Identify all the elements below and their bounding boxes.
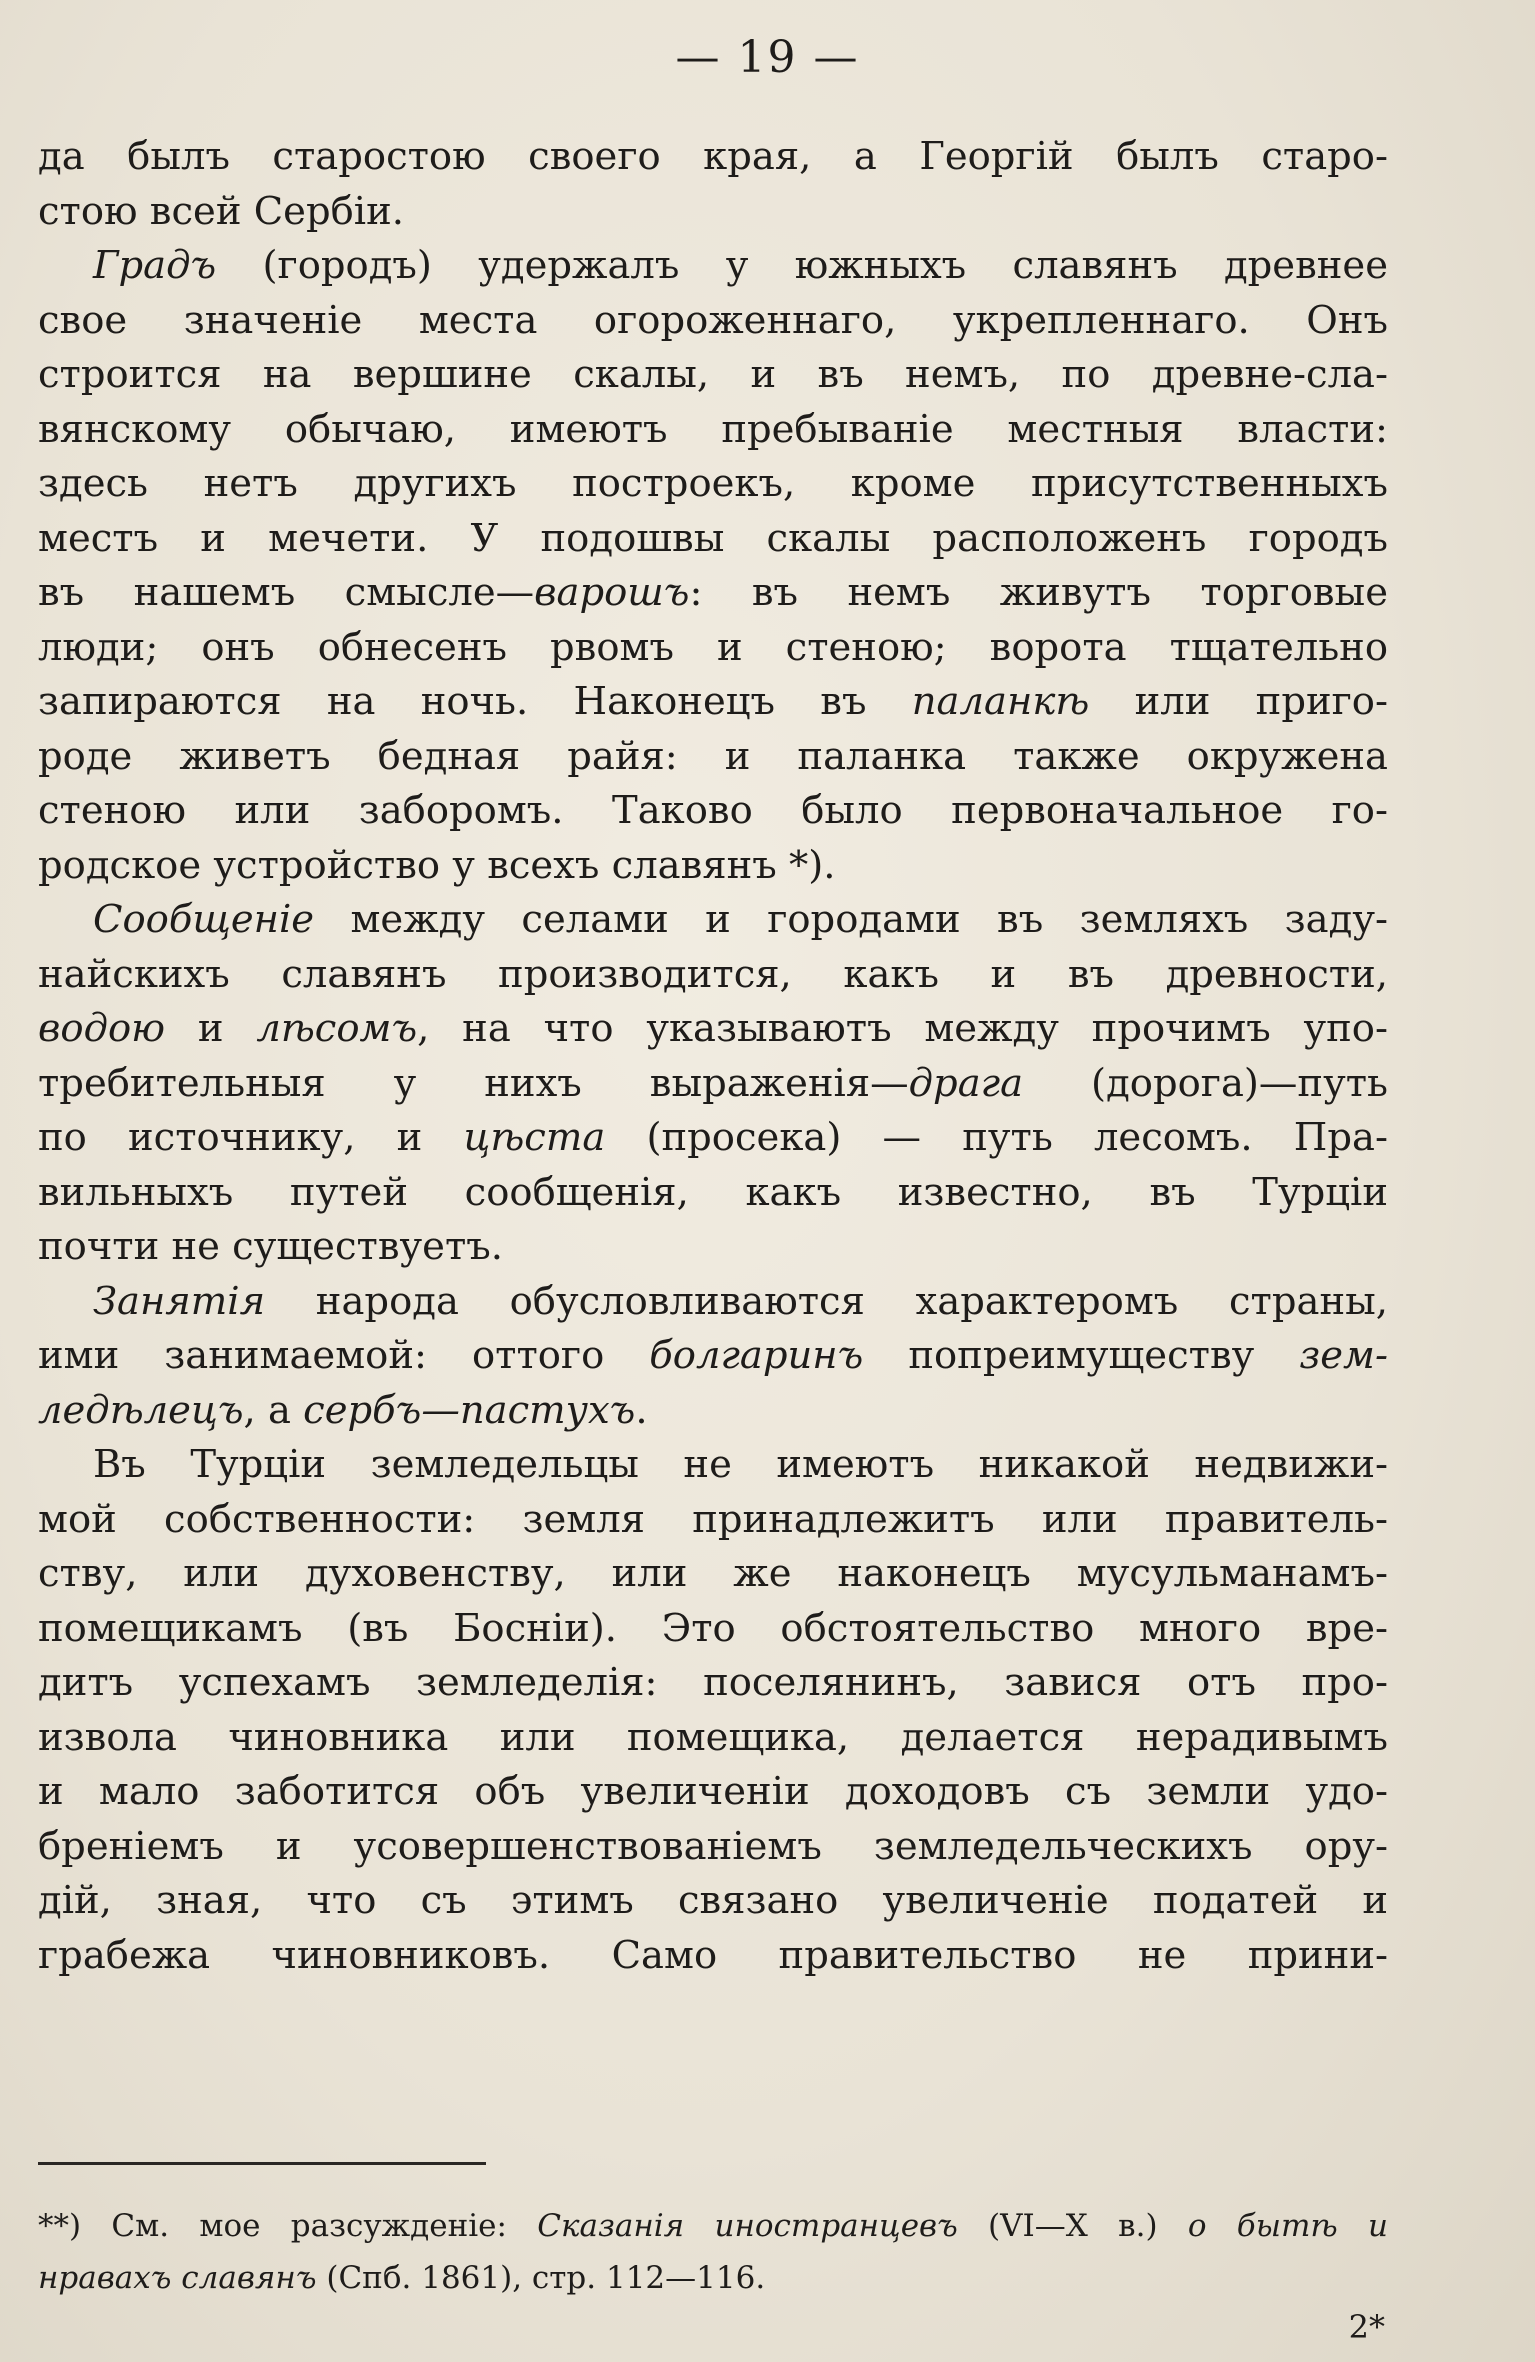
text-line	[38, 1057, 1388, 1112]
text-line: родское устройство у всехъ славянъ *).	[38, 842, 836, 888]
text-line: люди; онъ обнесенъ рвомъ и стеною; ворота тщательно	[38, 624, 1388, 670]
text-line	[38, 675, 1388, 730]
italic-term: водою	[38, 1006, 166, 1051]
text-run: народа обусловливаются характеромъ страны,	[265, 1278, 1388, 1324]
text-run: по источнику, и	[38, 1115, 464, 1160]
italic-term: драга	[908, 1060, 1024, 1106]
text-run: попреимуществу	[863, 1333, 1300, 1378]
page-number: — 19 —	[675, 32, 860, 83]
text-line: бреніемъ и усовершенствованіемъ земледельческихъ ору-	[38, 1823, 1388, 1869]
text-run: между селами и городами въ земляхъ заду-	[314, 897, 1388, 942]
text-line: здесь нетъ другихъ построекъ, кроме присутственныхъ	[38, 461, 1388, 506]
footnote	[38, 2200, 1388, 2304]
text-run: (просека) — путь лесомъ. Пра-	[605, 1115, 1388, 1160]
text-line	[38, 1384, 1388, 1439]
text-line: стеною или заборомъ. Таково было первоначальное го-	[38, 788, 1388, 833]
text-line	[38, 1111, 1388, 1166]
footnote-divider	[38, 2162, 486, 2165]
text-line	[38, 2252, 1388, 2304]
italic-term: зем-	[1299, 1333, 1388, 1378]
text-line	[38, 1275, 1388, 1330]
italic-term: Градъ	[93, 243, 217, 288]
text-line: свое значеніе места огороженнаго, укрепленнаго. Онъ	[38, 297, 1388, 343]
text-line	[38, 2200, 1388, 2252]
text-run: , а	[243, 1387, 304, 1433]
text-line	[38, 1002, 1388, 1057]
text-run: въ нашемъ смысле—	[38, 570, 535, 615]
text-line: найскихъ славянъ производится, какъ и въ древности,	[38, 951, 1388, 997]
text-line: да былъ старостою своего края, а Георгій былъ старо-	[38, 134, 1388, 179]
text-line: помещикамъ (въ Босніи). Это обстоятельство много вре-	[38, 1605, 1388, 1651]
text-line	[38, 893, 1388, 948]
text-line: Въ Турціи земледельцы не имеютъ никакой недвижи-	[93, 1442, 1388, 1487]
text-line: ству, или духовенству, или же наконецъ мусульманамъ-	[38, 1551, 1388, 1596]
text-line: и мало заботится объ увеличеніи доходовъ съ земли удо-	[38, 1769, 1388, 1814]
text-line: дій, зная, что съ этимъ связано увеличеніе податей и	[38, 1878, 1388, 1923]
italic-term: варошъ	[534, 570, 690, 615]
italic-term: ледѣлецъ	[38, 1387, 244, 1433]
text-line: дитъ успехамъ земледелія: поселянинъ, завися отъ про-	[38, 1660, 1388, 1705]
text-run: (городъ) удержалъ у южныхъ славянъ древнее	[216, 243, 1388, 288]
italic-term: лѣсомъ	[256, 1006, 418, 1051]
text-run: (Спб. 1861), стр. 112—116.	[316, 2260, 766, 2296]
text-run: : въ немъ живутъ торговые	[689, 570, 1388, 615]
text-line	[38, 1329, 1388, 1384]
italic-term: цѣста	[463, 1115, 606, 1160]
text-line: мой собственности: земля принадлежитъ или правитель-	[38, 1496, 1388, 1542]
text-line: грабежа чиновниковъ. Само правительство не прини-	[38, 1932, 1388, 1978]
text-line: извола чиновника или помещика, делается нерадивымъ	[38, 1714, 1388, 1760]
italic-term: паланкѣ	[911, 679, 1090, 724]
text-line	[38, 239, 1388, 294]
text-line	[38, 566, 1388, 621]
italic-term: о бытѣ и	[1187, 2208, 1388, 2244]
signature-mark: 2*	[1348, 2308, 1385, 2346]
italic-term: болгаринъ	[649, 1333, 864, 1378]
text-run: или приго-	[1089, 679, 1388, 724]
text-run: и	[165, 1006, 257, 1051]
text-run: запираются на ночь. Наконецъ въ	[38, 679, 912, 724]
italic-term: Сообщеніе	[93, 897, 315, 942]
italic-term: нравахъ славянъ	[38, 2260, 317, 2296]
text-run: , на что указываютъ между прочимъ упо-	[417, 1006, 1388, 1051]
text-line: вильныхъ путей сообщенія, какъ известно, въ Турціи	[38, 1169, 1388, 1215]
text-line: роде живетъ бедная райя: и паланка также окружена	[38, 733, 1388, 779]
italic-term: Занятія	[93, 1278, 266, 1324]
italic-term: сербъ—пастухъ	[303, 1387, 636, 1433]
text-line: стою всей Сербіи.	[38, 188, 404, 234]
body-text	[38, 130, 1388, 1983]
text-run: требительныя у нихъ выраженія—	[38, 1060, 909, 1106]
text-line: строится на вершине скалы, и въ немъ, по древне-сла-	[38, 352, 1388, 397]
text-run: .	[635, 1387, 648, 1433]
text-line: вянскому обычаю, имеютъ пребываніе местныя власти:	[38, 406, 1388, 452]
text-run: **) См. мое разсужденіе:	[38, 2208, 538, 2244]
italic-term: Сказанія иностранцевъ	[537, 2208, 958, 2244]
text-run: (дорога)—путь	[1023, 1060, 1388, 1106]
text-run: ими занимаемой: оттого	[38, 1333, 650, 1378]
text-line: местъ и мечети. У подошвы скалы расположенъ городъ	[38, 515, 1388, 561]
text-run: (VI—X в.)	[957, 2208, 1188, 2244]
text-line: почти не существуетъ.	[38, 1224, 503, 1269]
